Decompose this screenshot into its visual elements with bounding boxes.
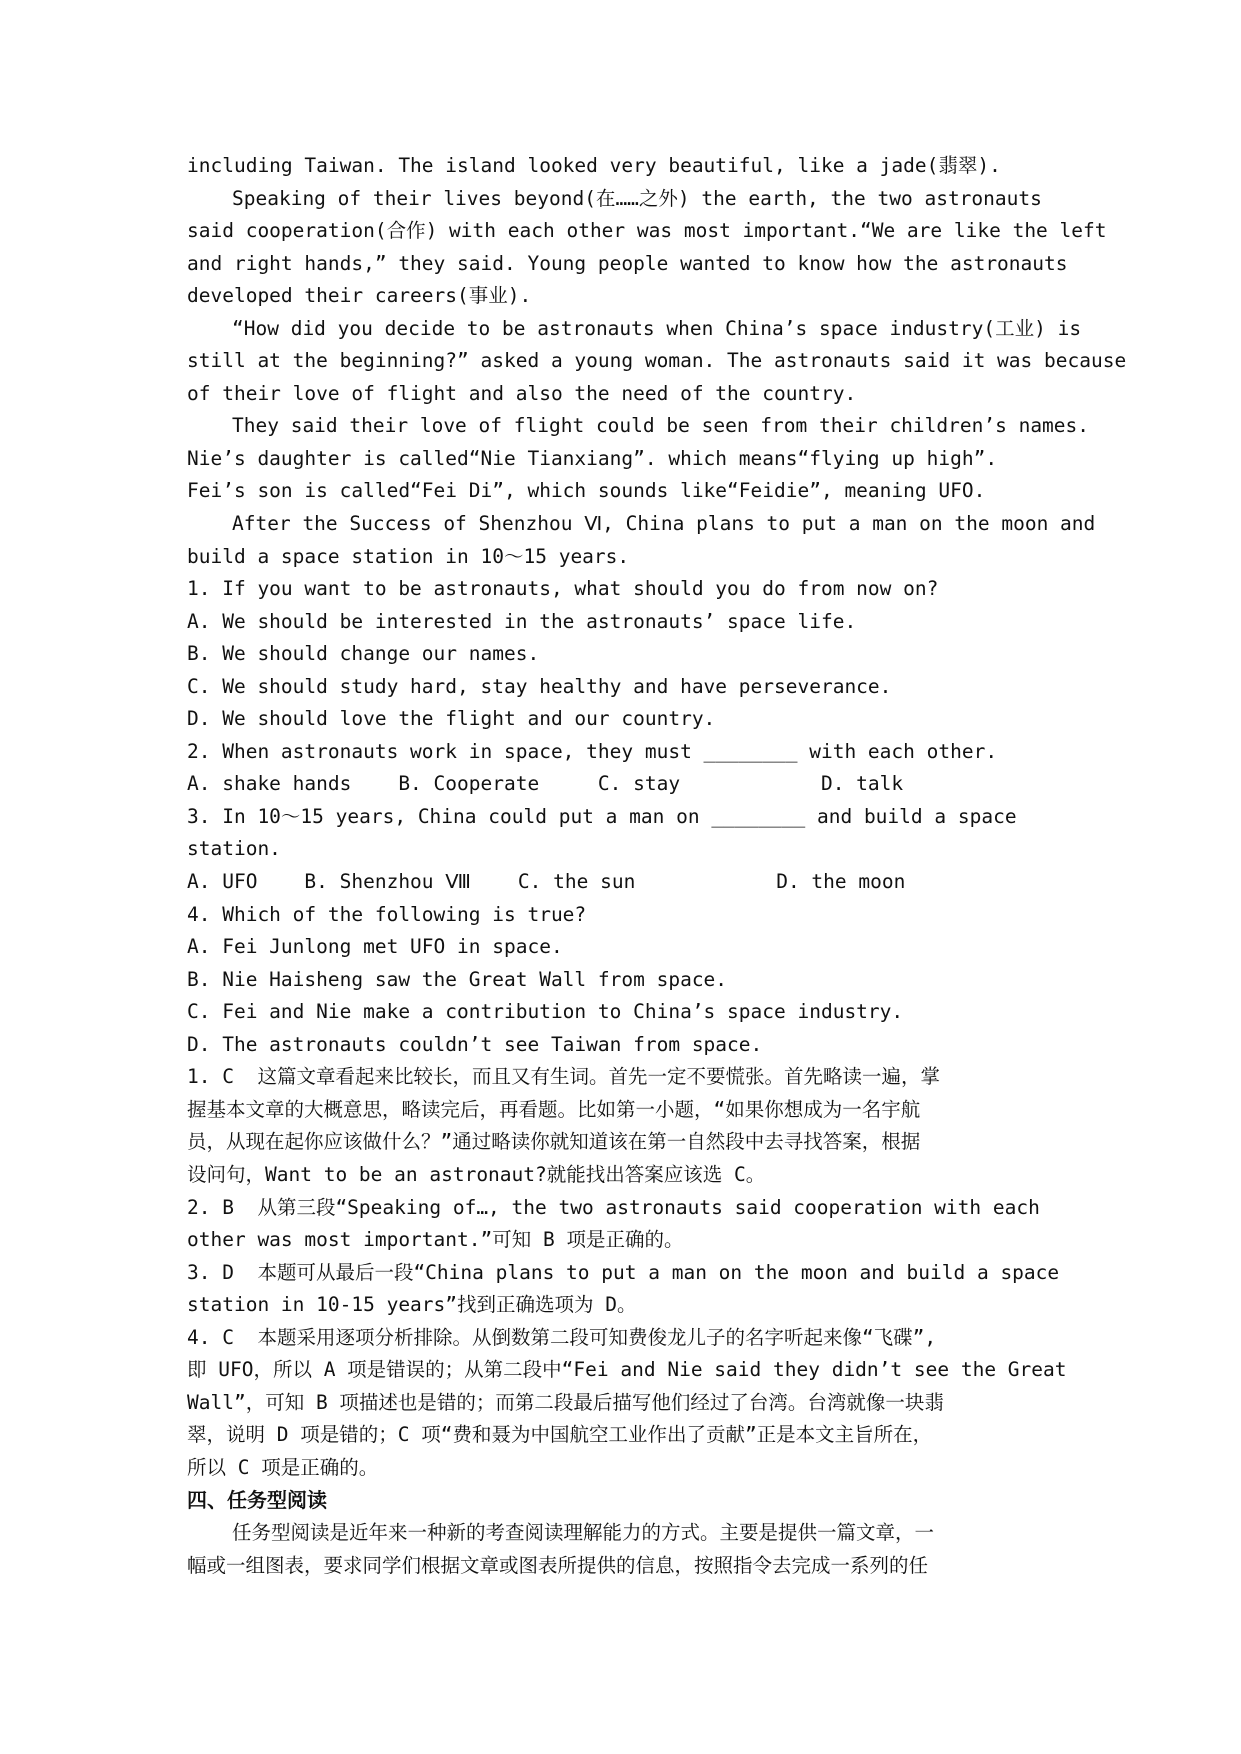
- questions: [187, 573, 1107, 1061]
- question-line: 3. In 10～15 years, China could put a man on ________ and build a space: [187, 804, 1017, 828]
- passage-line: After the Success of Shenzhou Ⅵ, China plans to put a man on the moon and: [232, 512, 1096, 536]
- question-option: B. Nie Haisheng saw the Great Wall from space.: [187, 967, 728, 991]
- question-option: D. We should love the flight and our country.: [187, 707, 716, 731]
- question-option: C. Fei and Nie make a contribution to China’s space industry.: [187, 1000, 904, 1024]
- answer-line: station in 10-15 years”找到正确选项为 D。: [187, 1293, 637, 1317]
- passage-line: “How did you decide to be astronauts when China’s space industry(工业) is: [232, 316, 1082, 340]
- answer-line: 握基本文章的大概意思，略读完后，再看题。比如第一小题，“如果你想成为一名宇航: [187, 1097, 921, 1121]
- question-option: C. We should study hard, stay healthy and have perseverance.: [187, 674, 892, 698]
- answer-line: 即 UFO，所以 A 项是错误的；从第二段中“Fei and Nie said they didn’t see the Great: [187, 1358, 1067, 1382]
- passage-line: They said their love of flight could be seen from their children’s names.: [232, 414, 1090, 438]
- passage-line: of their love of flight and also the need of the country.: [187, 381, 857, 405]
- passage-line: Nie’s daughter is called“Nie Tianxiang”. which means“flying up high”.: [187, 446, 998, 470]
- passage-line: said cooperation(合作) with each other was most important.“We are like the left: [187, 219, 1107, 243]
- question-option: D. The astronauts couldn’t see Taiwan from space.: [187, 1032, 763, 1056]
- section-body-line: 任务型阅读是近年来一种新的考查阅读理解能力的方式。主要是提供一篇文章，一: [232, 1520, 935, 1544]
- answer-line: Wall”，可知 B 项描述也是错的；而第二段最后描写他们经过了台湾。台湾就像一块翡: [187, 1390, 944, 1414]
- passage-line: Fei’s son is called“Fei Di”, which sounds like“Feidie”, meaning UFO.: [187, 479, 986, 503]
- question-line: 2. When astronauts work in space, they must ________ with each other.: [187, 739, 998, 763]
- answer-line: 所以 C 项是正确的。: [187, 1455, 379, 1479]
- answer-line: 1. C 这篇文章看起来比较长，而且又有生词。首先一定不要慌张。首先略读一遍，掌: [187, 1065, 940, 1089]
- question-line: 4. Which of the following is true?: [187, 902, 587, 926]
- answer-line: 设问句，Want to be an astronaut?就能找出答案应该选 C。: [187, 1162, 766, 1186]
- answers: [187, 1061, 1107, 1484]
- answer-line: 翠，说明 D 项是错的；C 项“费和聂为中国航空工业作出了贡献”正是本文主旨所在，: [187, 1423, 933, 1447]
- question-line: 1. If you want to be astronauts, what should you do from now on?: [187, 577, 939, 601]
- answer-line: 4. C 本题采用逐项分析排除。从倒数第二段可知费俊龙儿子的名字听起来像“飞碟”,: [187, 1325, 937, 1349]
- question-option: A. Fei Junlong met UFO in space.: [187, 935, 563, 959]
- passage-line: including Taiwan. The island looked very beautiful, like a jade(翡翠).: [187, 154, 1001, 177]
- answer-line: other was most important.”可知 B 项是正确的。: [187, 1228, 684, 1252]
- document-page: [187, 150, 1127, 1582]
- passage-line: developed their careers(事业).: [187, 284, 532, 308]
- question-option: A. We should be interested in the astronauts’ space life.: [187, 609, 857, 633]
- passage-line: still at the beginning?” asked a young woman. The astronauts said it was because: [187, 349, 1127, 373]
- section-body-line: 幅或一组图表，要求同学们根据文章或图表所提供的信息，按照指令去完成一系列的任: [187, 1553, 929, 1577]
- answer-line: 3. D 本题可从最后一段“China plans to put a man on the moon and build a space: [187, 1260, 1060, 1284]
- question-option: A. UFO B. Shenzhou Ⅷ C. the sun D. the moon: [187, 870, 906, 894]
- answer-line: 员，从现在起你应该做什么？”通过略读你就知道该在第一自然段中去寻找答案，根据: [187, 1130, 921, 1154]
- passage: [187, 150, 1127, 573]
- question-option: B. We should change our names.: [187, 642, 540, 666]
- question-line: station.: [187, 837, 281, 861]
- passage-line: Speaking of their lives beyond(在……之外) the earth, the two astronauts: [232, 186, 1042, 210]
- question-option: A. shake hands B. Cooperate C. stay D. talk: [187, 772, 904, 796]
- answer-line: 2. B 从第三段“Speaking of…, the two astronauts said cooperation with each: [187, 1195, 1040, 1219]
- passage-line: and right hands,” they said. Young people wanted to know how the astronauts: [187, 251, 1068, 275]
- passage-line: build a space station in 10～15 years.: [187, 544, 630, 568]
- section-heading: 四、任务型阅读: [187, 1488, 327, 1513]
